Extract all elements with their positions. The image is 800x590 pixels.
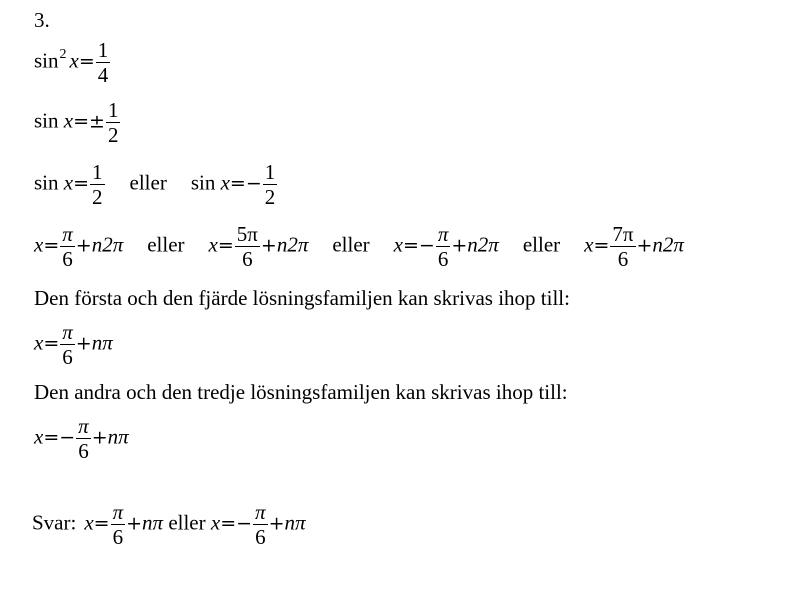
term-npi: nπ: [91, 330, 113, 355]
variable-x: x: [84, 510, 94, 535]
equals-sign: =: [593, 234, 610, 257]
word-eller: eller: [129, 170, 167, 195]
equals-sign: =: [73, 110, 90, 133]
term-npi: nπ: [284, 510, 306, 535]
fraction-one-half: $\frac{1}{2}$: [264, 160, 276, 209]
equals-sign: =: [43, 332, 60, 355]
variable-x: x: [208, 232, 218, 257]
word-eller: eller: [168, 510, 206, 535]
sin-function: sin: [34, 108, 59, 133]
term-n2pi: n2π: [467, 232, 499, 257]
variable-x: x: [210, 510, 221, 535]
fraction-one-half: $\frac{1}{2}$: [107, 98, 119, 147]
minus-sign: −: [245, 172, 262, 195]
sin-function: sin: [34, 48, 59, 73]
equals-sign: =: [220, 512, 237, 535]
exponent: 2: [59, 47, 67, 63]
fraction-five-pi-over-six: $\frac{5\pi}{6}$: [236, 222, 258, 271]
answer-line: [32, 500, 306, 549]
plus-sign: +: [636, 234, 653, 257]
variable-x: x: [34, 330, 44, 355]
equation-combined-second-third: [34, 414, 129, 463]
minus-sign: −: [418, 234, 435, 257]
fraction-pi-over-six: $\frac{\pi}{6}$: [112, 500, 124, 549]
equals-sign: =: [93, 512, 110, 535]
variable-x: x: [34, 424, 44, 449]
minus-sign: −: [236, 512, 253, 535]
equals-sign: =: [73, 172, 90, 195]
word-eller: eller: [332, 232, 370, 257]
term-npi: nπ: [107, 424, 129, 449]
equals-sign: =: [229, 172, 246, 195]
equation-sin-cases: [34, 160, 278, 209]
fraction-pi-over-six: $\frac{\pi}{6}$: [255, 500, 266, 549]
plus-sign: +: [260, 234, 277, 257]
word-eller: eller: [147, 232, 185, 257]
term-n2pi: n2π: [276, 232, 309, 257]
fraction-seven-pi-over-six: $\frac{7\pi}{6}$: [612, 222, 634, 271]
fraction-pi-over-six: $\frac{\pi}{6}$: [437, 222, 449, 271]
variable-x: x: [220, 170, 230, 195]
plus-sign: +: [91, 426, 108, 449]
sin-function: sin: [34, 170, 59, 195]
plus-sign: +: [126, 512, 143, 535]
equation-solution-families: [34, 222, 684, 271]
variable-x: x: [69, 48, 79, 73]
fraction-pi-over-six: $\frac{\pi}{6}$: [62, 320, 73, 369]
fraction-one-half: $\frac{1}{2}$: [92, 160, 103, 209]
equals-sign: =: [43, 426, 60, 449]
equals-sign: =: [217, 234, 234, 257]
term-n2pi: n2π: [91, 232, 124, 257]
answer-label: Svar:: [32, 510, 77, 535]
plus-minus-sign: ±: [89, 110, 105, 133]
equation-sin-squared: [34, 38, 111, 87]
minus-sign: −: [59, 426, 76, 449]
variable-x: x: [63, 170, 74, 195]
variable-x: x: [63, 108, 74, 133]
word-eller: eller: [522, 232, 561, 257]
paragraph-first-fourth: Den första och den fjärde lösningsfamiljen kan skrivas ihop till:: [34, 286, 570, 310]
fraction-pi-over-six: $\frac{\pi}{6}$: [78, 414, 89, 463]
equals-sign: =: [403, 234, 419, 257]
term-npi: nπ: [142, 510, 164, 535]
equals-sign: =: [78, 50, 95, 73]
plus-sign: +: [451, 234, 468, 257]
sin-function: sin: [190, 170, 216, 195]
variable-x: x: [34, 232, 44, 257]
plus-sign: +: [75, 234, 92, 257]
problem-number: 3.: [34, 8, 50, 32]
term-n2pi: n2π: [652, 232, 684, 257]
equation-sin-plus-minus: [34, 98, 121, 147]
fraction-one-quarter: $\frac{1}{4}$: [97, 38, 109, 87]
variable-x: x: [393, 232, 403, 257]
equals-sign: =: [43, 234, 60, 257]
fraction-pi-over-six: $\frac{\pi}{6}$: [62, 222, 73, 271]
equation-combined-first-fourth: [34, 320, 113, 369]
plus-sign: +: [75, 332, 92, 355]
variable-x: x: [584, 232, 594, 257]
paragraph-second-third: Den andra och den tredje lösningsfamiljen kan skrivas ihop till:: [34, 380, 568, 404]
plus-sign: +: [268, 512, 285, 535]
